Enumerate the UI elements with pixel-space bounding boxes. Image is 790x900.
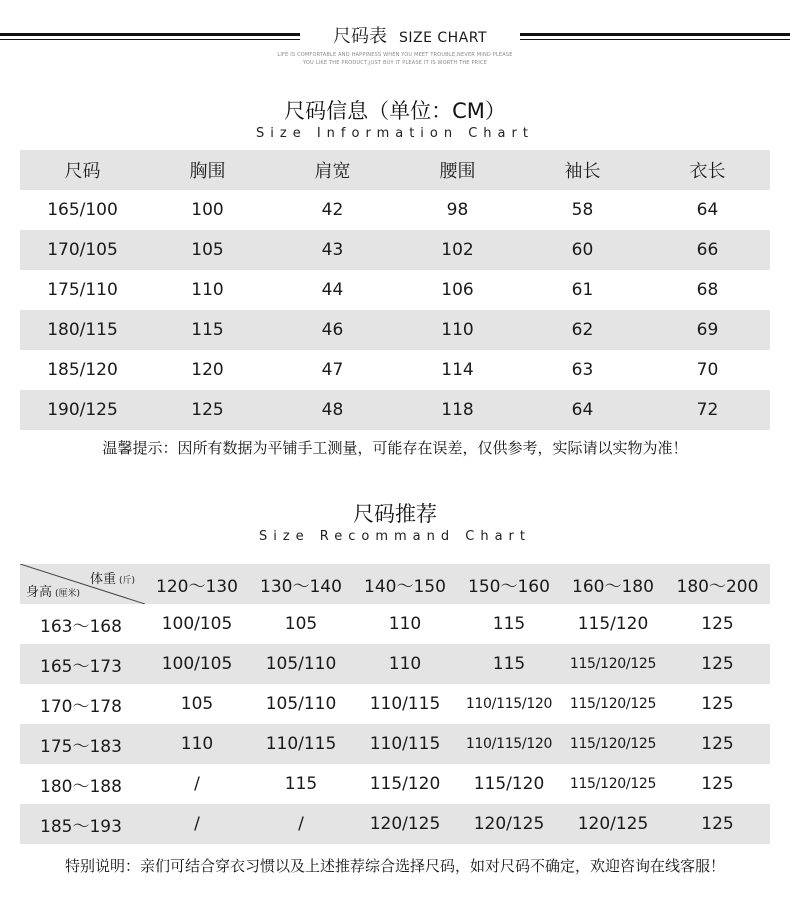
corner-height-unit: (厘米)	[55, 589, 81, 599]
column-header: 胸围	[145, 150, 270, 190]
size-info-table	[20, 150, 770, 430]
table-cell: 125	[145, 390, 270, 430]
table-cell: 115/120/125	[569, 776, 657, 792]
table-cell: 70	[696, 360, 719, 380]
table-cell: 114	[441, 360, 474, 380]
table-cell: 120/125	[457, 804, 561, 844]
table-cell: 68	[696, 280, 719, 300]
table-cell: 125	[701, 694, 734, 714]
table-cell: 118	[395, 390, 520, 430]
table-cell: 69	[645, 310, 770, 350]
recommend-note: 特别说明：亲们可结合穿衣习惯以及上述推荐综合选择尺码，如对尺码不确定，欢迎咨询在线客服！	[64, 857, 725, 875]
table-cell: 110	[191, 280, 224, 300]
table-cell: 48	[270, 390, 395, 430]
table-cell: 125	[665, 804, 770, 844]
table-row	[20, 270, 770, 310]
size-info-subtitle: Size Information Chart	[256, 126, 534, 141]
table-cell: 64	[696, 200, 719, 220]
row-header: 163～168	[40, 616, 122, 637]
table-cell: 58	[571, 200, 594, 220]
table-cell: 180/115	[20, 310, 145, 350]
table-row	[20, 230, 770, 270]
table-cell: 42	[321, 200, 344, 220]
table-cell: 125	[665, 644, 770, 684]
table-row	[20, 804, 770, 844]
table-cell: 64	[520, 390, 645, 430]
table-cell: 115	[492, 614, 526, 634]
row-header: 185～193	[20, 804, 145, 844]
table-cell: 125	[701, 774, 734, 794]
table-cell: 100	[191, 200, 224, 220]
table-cell: 47	[321, 360, 344, 380]
corner-weight-unit: (斤)	[118, 576, 135, 586]
table-row	[20, 764, 770, 804]
row-header: 170～178	[40, 696, 122, 717]
table-cell: 60	[520, 230, 645, 270]
table-cell: 110	[395, 310, 520, 350]
column-header: 衣长	[645, 150, 770, 190]
table-row	[20, 390, 770, 430]
table-cell: 105	[145, 230, 270, 270]
recommend-header-row	[20, 564, 770, 604]
table-cell: 115	[457, 644, 561, 684]
table-cell: 165/100	[47, 200, 118, 220]
table-cell: 115/120	[473, 774, 545, 794]
table-cell: 105	[180, 694, 214, 714]
table-cell: /	[145, 804, 249, 844]
recommend-table	[20, 564, 770, 844]
column-header: 150～160	[457, 564, 561, 604]
table-cell: 190/125	[20, 390, 145, 430]
table-cell: 63	[571, 360, 594, 380]
table-cell: 110/115	[249, 724, 353, 764]
corner-height-text: 身高	[26, 585, 53, 600]
column-header: 180～200	[665, 564, 770, 604]
table-cell: 98	[446, 200, 469, 220]
table-row	[20, 684, 770, 724]
table-cell: 66	[645, 230, 770, 270]
table-cell: 61	[571, 280, 594, 300]
table-cell: 125	[665, 724, 770, 764]
table-cell: /	[194, 774, 200, 794]
table-cell: 105	[284, 614, 318, 634]
table-cell: 170/105	[20, 230, 145, 270]
table-cell: 175/110	[47, 280, 118, 300]
corner-height-label	[26, 581, 80, 600]
header-rule-left	[0, 33, 300, 36]
table-row	[20, 604, 770, 644]
row-header: 165～173	[20, 644, 145, 684]
table-cell: 110/115	[369, 694, 441, 714]
table-cell: 100/105	[161, 614, 233, 634]
table-cell: 62	[520, 310, 645, 350]
table-cell: 110	[353, 644, 457, 684]
table-cell: 46	[270, 310, 395, 350]
table-cell: 120/125	[561, 804, 665, 844]
table-row	[20, 190, 770, 230]
table-cell: 115/120	[577, 614, 649, 634]
corner-cell	[20, 564, 145, 604]
corner-weight-label	[90, 568, 135, 587]
table-cell: 105/110	[249, 644, 353, 684]
table-cell: 115/120/125	[569, 696, 657, 712]
table-cell: 110/115/120	[465, 696, 553, 712]
table-row	[20, 644, 770, 684]
table-cell: 115/120/125	[561, 724, 665, 764]
table-cell: 115	[284, 774, 318, 794]
header-tagline-1: LIFE IS COMFORTABLE AND HAPPINESS WHEN YOU MEET TROUBLE,NEVER MIND PLEASE	[277, 52, 513, 58]
corner-weight-text: 体重	[89, 572, 116, 587]
header-title	[300, 22, 520, 48]
table-cell: 120/125	[353, 804, 457, 844]
table-cell: 43	[270, 230, 395, 270]
table-cell: 72	[645, 390, 770, 430]
column-header: 腰围	[395, 150, 520, 190]
table-cell: 185/120	[47, 360, 118, 380]
header-title-en: SIZE CHART	[398, 30, 488, 46]
size-info-header-row	[20, 150, 770, 190]
table-row	[20, 724, 770, 764]
table-cell: 102	[395, 230, 520, 270]
row-header: 180～188	[40, 776, 122, 797]
size-info-note: 温馨提示：因所有数据为平铺手工测量，可能存在误差，仅供参考，实际请以实物为准！	[102, 439, 688, 457]
table-cell: 106	[441, 280, 474, 300]
table-cell: 110/115	[353, 724, 457, 764]
table-cell: 115	[145, 310, 270, 350]
column-header: 袖长	[520, 150, 645, 190]
table-cell: 125	[701, 614, 734, 634]
column-header: 140～150	[353, 564, 457, 604]
column-header: 尺码	[20, 150, 145, 190]
table-cell: 110	[388, 614, 422, 634]
table-cell: 100/105	[145, 644, 249, 684]
table-cell: 110	[145, 724, 249, 764]
table-row	[20, 350, 770, 390]
column-header: 160～180	[561, 564, 665, 604]
size-info-title: 尺码信息（单位：CM）	[284, 99, 506, 123]
row-header: 175～183	[20, 724, 145, 764]
table-cell: 105/110	[265, 694, 337, 714]
table-cell: 115/120	[369, 774, 441, 794]
table-cell: 110/115/120	[457, 724, 561, 764]
table-row	[20, 310, 770, 350]
header-tagline-2: YOU LIKE THE PRODUCT,JUST BUY IT PLEASE IT IS WORTH THE PRICE	[302, 60, 488, 66]
column-header: 130～140	[249, 564, 353, 604]
column-header: 120～130	[145, 564, 249, 604]
table-cell: 120	[191, 360, 224, 380]
column-header: 肩宽	[270, 150, 395, 190]
header-title-zh: 尺码表	[332, 26, 387, 47]
recommend-subtitle: Size Recommand Chart	[258, 529, 531, 544]
table-cell: 115/120/125	[561, 644, 665, 684]
table-cell: 44	[321, 280, 344, 300]
table-cell: /	[249, 804, 353, 844]
header-rule-right	[520, 33, 790, 36]
recommend-title: 尺码推荐	[353, 502, 437, 526]
